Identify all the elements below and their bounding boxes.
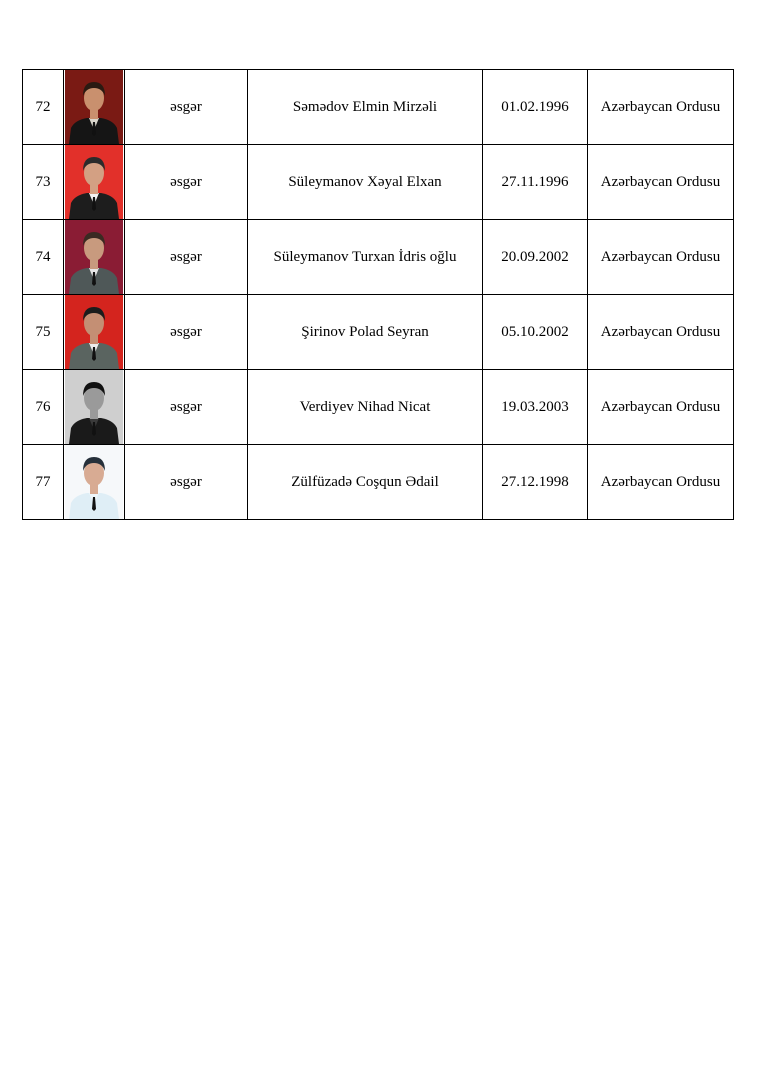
photo-cell (64, 70, 125, 145)
unit-cell: Azərbaycan Ordusu (588, 145, 734, 220)
table-row (23, 145, 734, 220)
unit-cell: Azərbaycan Ordusu (588, 445, 734, 520)
row-number-cell: 77 (23, 445, 64, 520)
portrait-photo (65, 370, 123, 444)
birth-date-cell: 19.03.2003 (483, 370, 588, 445)
full-name-cell: Süleymanov Turxan İdris oğlu (248, 220, 483, 295)
portrait-photo (65, 145, 123, 219)
rank-cell: əsgər (125, 370, 248, 445)
table-row (23, 445, 734, 520)
rank-cell: əsgər (125, 145, 248, 220)
full-name-cell: Səmədov Elmin Mirzəli (248, 70, 483, 145)
birth-date-cell: 27.11.1996 (483, 145, 588, 220)
table-row (23, 295, 734, 370)
row-number-cell: 74 (23, 220, 64, 295)
rank-cell: əsgər (125, 220, 248, 295)
row-number-cell: 72 (23, 70, 64, 145)
portrait-photo (65, 70, 123, 144)
full-name-cell: Süleymanov Xəyal Elxan (248, 145, 483, 220)
portrait-photo (65, 220, 123, 294)
birth-date-cell: 01.02.1996 (483, 70, 588, 145)
unit-cell: Azərbaycan Ordusu (588, 370, 734, 445)
unit-cell: Azərbaycan Ordusu (588, 220, 734, 295)
full-name-cell: Verdiyev Nihad Nicat (248, 370, 483, 445)
rank-cell: əsgər (125, 295, 248, 370)
photo-cell (64, 295, 125, 370)
photo-cell (64, 145, 125, 220)
rank-cell: əsgər (125, 70, 248, 145)
birth-date-cell: 27.12.1998 (483, 445, 588, 520)
table-row (23, 220, 734, 295)
row-number-cell: 73 (23, 145, 64, 220)
roster-table (22, 69, 734, 520)
rank-cell: əsgər (125, 445, 248, 520)
birth-date-cell: 20.09.2002 (483, 220, 588, 295)
table-row (23, 370, 734, 445)
photo-cell (64, 370, 125, 445)
full-name-cell: Şirinov Polad Seyran (248, 295, 483, 370)
unit-cell: Azərbaycan Ordusu (588, 295, 734, 370)
table-row (23, 70, 734, 145)
full-name-cell: Zülfüzadə Coşqun Ədail (248, 445, 483, 520)
row-number-cell: 76 (23, 370, 64, 445)
portrait-photo (65, 295, 123, 369)
row-number-cell: 75 (23, 295, 64, 370)
unit-cell: Azərbaycan Ordusu (588, 70, 734, 145)
portrait-photo (65, 445, 123, 519)
roster-table-body (23, 70, 734, 520)
birth-date-cell: 05.10.2002 (483, 295, 588, 370)
photo-cell (64, 220, 125, 295)
photo-cell (64, 445, 125, 520)
